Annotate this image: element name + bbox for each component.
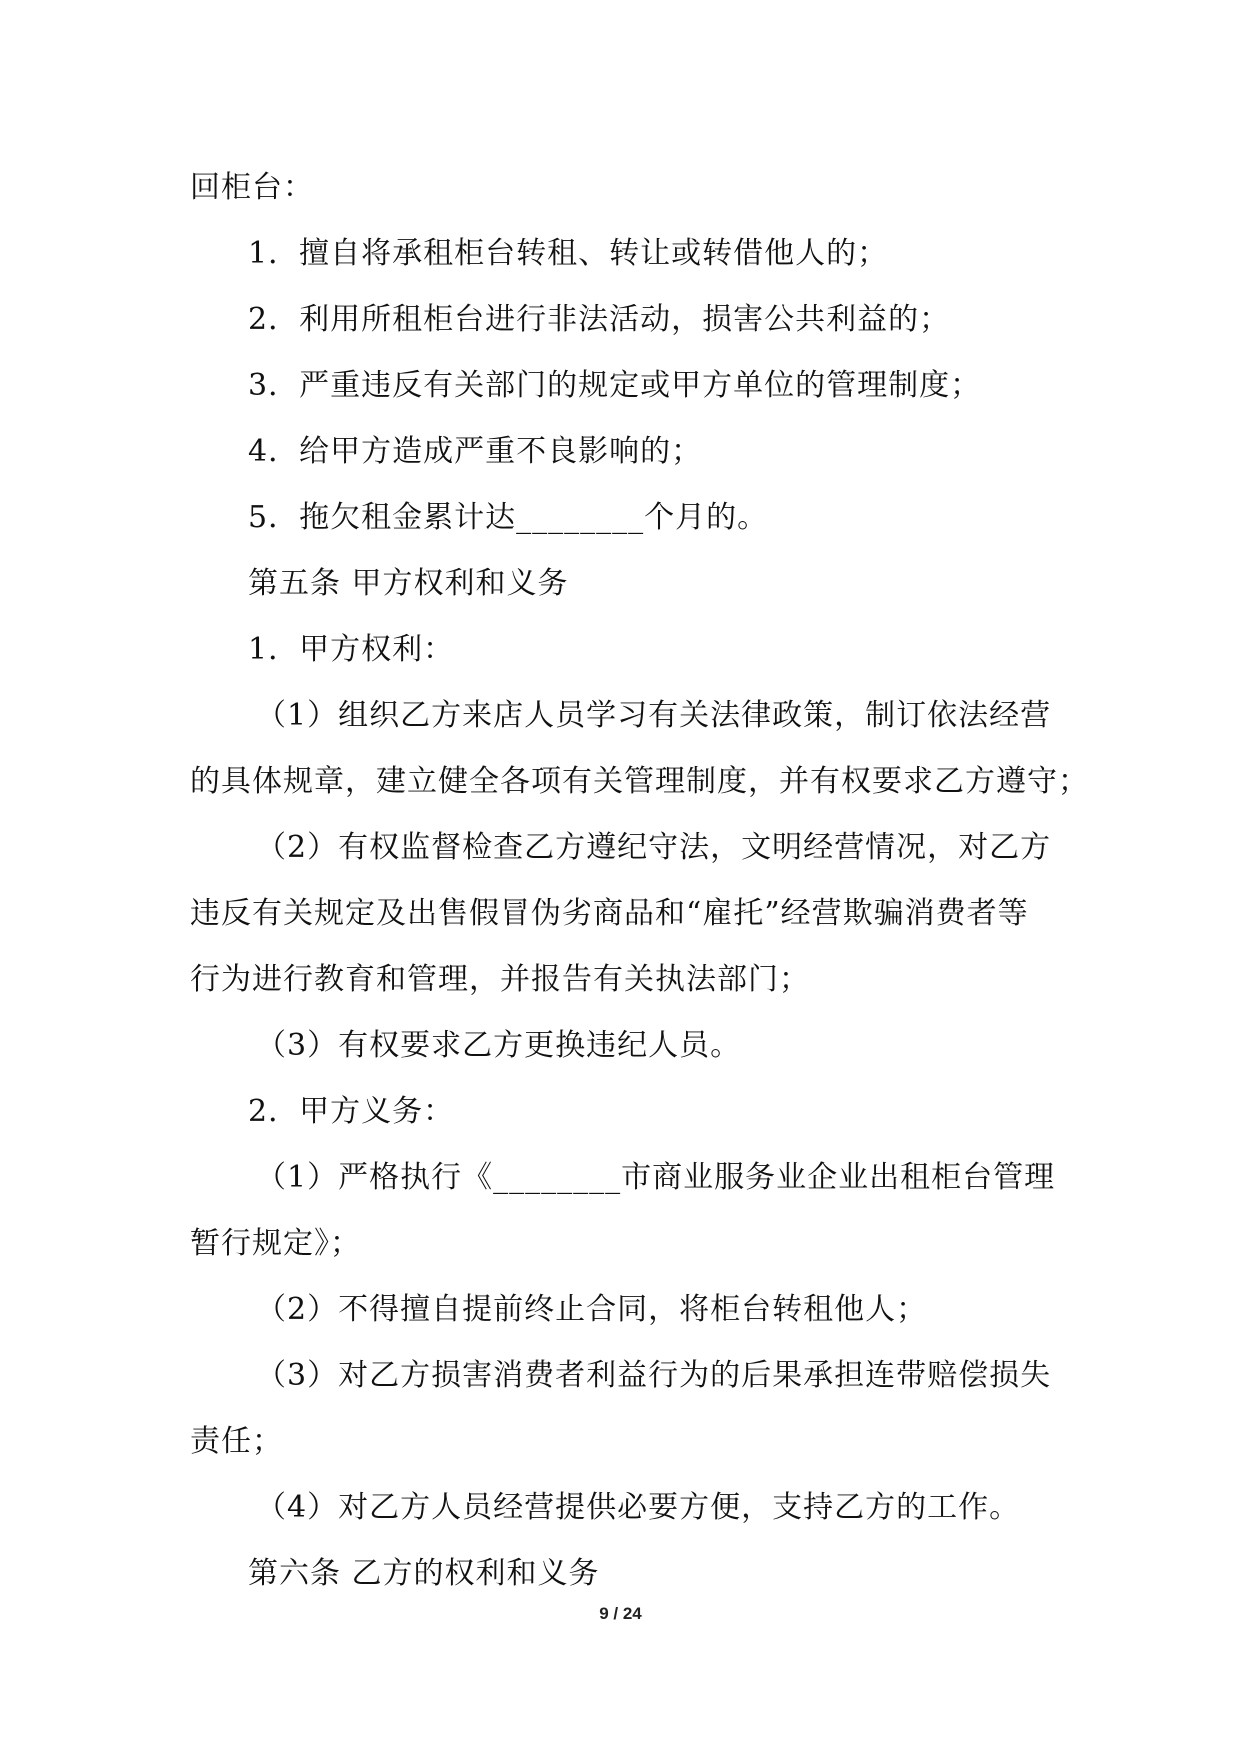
paragraph-line: （1）严格执行《________市商业服务业企业出租柜台管理 — [256, 1160, 1056, 1195]
paragraph-line: 回柜台： — [190, 170, 314, 205]
paragraph-line: 的具体规章，建立健全各项有关管理制度，并有权要求乙方遵守； — [190, 764, 1089, 799]
page-number: 9 / 24 — [599, 1604, 642, 1623]
paragraph-line: （2）有权监督检查乙方遵纪守法，文明经营情况，对乙方 — [256, 830, 1052, 865]
paragraph-line: 违反有关规定及出售假冒伪劣商品和“雇托”经营欺骗消费者等 — [190, 896, 1029, 931]
list-item: 5．拖欠租金累计达________个月的。 — [248, 500, 769, 535]
paragraph-line: 行为进行教育和管理，并报告有关执法部门； — [190, 962, 810, 997]
list-item: 2．利用所租柜台进行非法活动，损害公共利益的； — [248, 302, 951, 337]
paragraph-line: 暂行规定》； — [190, 1226, 361, 1261]
paragraph-line: （3）有权要求乙方更换违纪人员。 — [256, 1028, 742, 1063]
paragraph-line: （3）对乙方损害消费者利益行为的后果承担连带赔偿损失 — [256, 1358, 1052, 1393]
section-heading: 第五条 甲方权利和义务 — [248, 566, 569, 601]
paragraph-line: 责任； — [190, 1424, 283, 1459]
paragraph-line: （1）组织乙方来店人员学习有关法律政策，制订依法经营 — [256, 698, 1052, 733]
paragraph-line: （2）不得擅自提前终止合同，将柜台转租他人； — [256, 1292, 928, 1327]
list-item: 4．给甲方造成严重不良影响的； — [248, 434, 703, 469]
subsection-heading: 2．甲方义务： — [248, 1094, 455, 1129]
paragraph-line: （4）对乙方人员经营提供必要方便，支持乙方的工作。 — [256, 1490, 1021, 1525]
list-item: 3．严重违反有关部门的规定或甲方单位的管理制度； — [248, 368, 982, 403]
list-item: 1．擅自将承租柜台转租、转让或转借他人的； — [248, 236, 889, 271]
document-body — [190, 155, 1089, 1607]
section-heading: 第六条 乙方的权利和义务 — [248, 1556, 600, 1591]
subsection-heading: 1．甲方权利： — [248, 632, 455, 667]
